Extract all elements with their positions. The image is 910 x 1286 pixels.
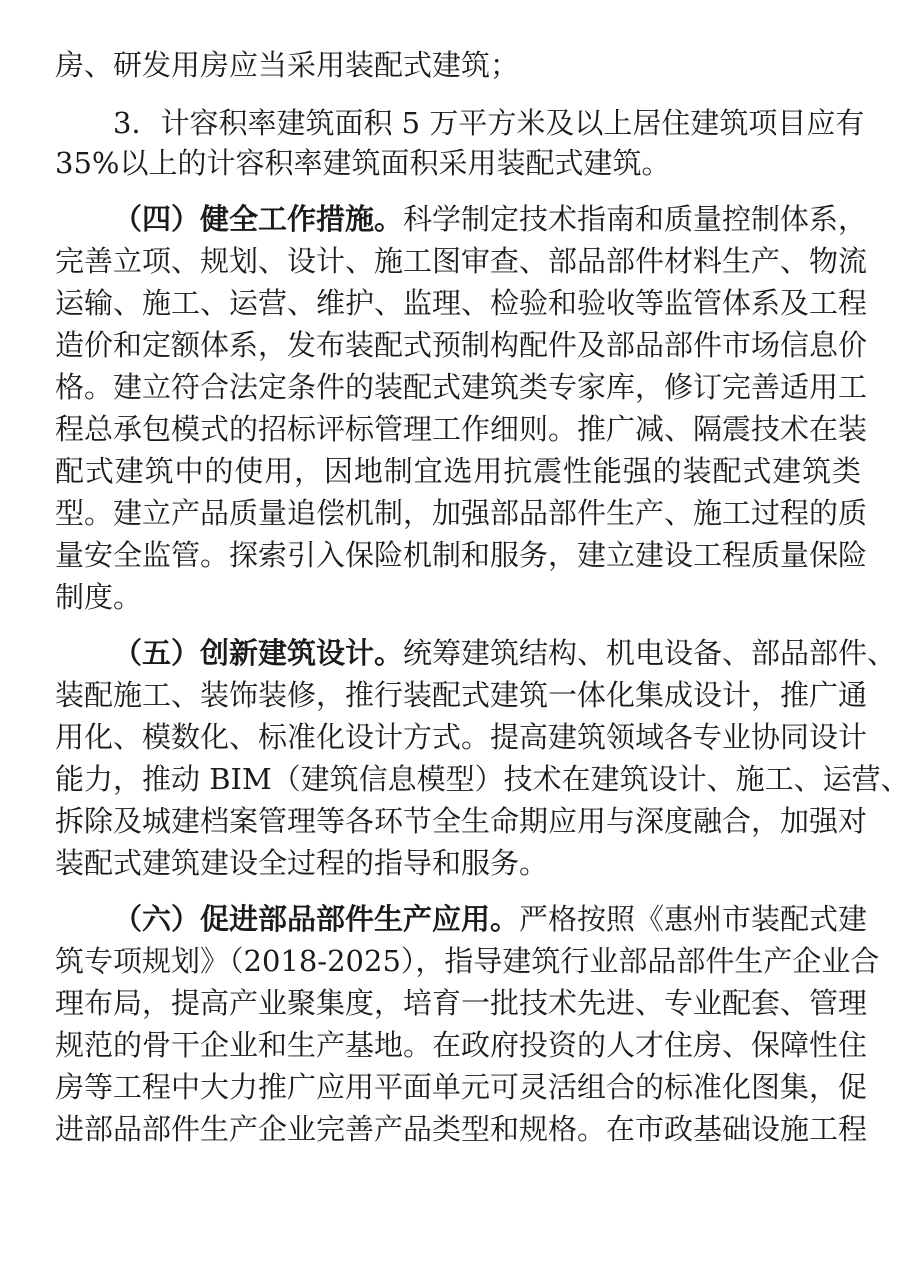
text-line xyxy=(55,45,861,85)
line-text: 进部品部件生产企业完善产品类型和规格。在市政基础设施工程 xyxy=(55,1112,868,1146)
line-text: 统筹建筑结构、机电设备、部品部件、 xyxy=(403,636,897,670)
line-text: 配式建筑中的使用，因地制宜选用抗震性能强的装配式建筑类 xyxy=(55,454,861,488)
text-line xyxy=(55,493,868,533)
text-line xyxy=(55,941,880,981)
line-text: 3．计容积率建筑面积 5 万平方米及以上居住建筑项目应有 xyxy=(113,106,865,140)
text-line xyxy=(55,409,868,449)
line-text: 格。建立符合法定条件的装配式建筑类专家库，修订完善适用工 xyxy=(55,370,868,404)
text-line xyxy=(55,1025,868,1065)
line-text: 规范的骨干企业和生产基地。在政府投资的人才住房、保障性住 xyxy=(55,1028,868,1062)
text-line xyxy=(55,675,868,715)
line-text: 完善立项、规划、设计、施工图审查、部品部件材料生产、物流 xyxy=(55,244,868,278)
text-line xyxy=(55,241,868,281)
line-text: 造价和定额体系，发布装配式预制构配件及部品部件市场信息价 xyxy=(55,328,868,362)
section-heading: （四）健全工作措施。 xyxy=(113,202,404,236)
line-text: 装配式建筑建设全过程的指导和服务。 xyxy=(55,846,549,880)
text-line xyxy=(55,843,861,883)
line-text: 理布局，提高产业聚集度，培育一批技术先进、专业配套、管理 xyxy=(55,986,868,1020)
line-text: 制度。 xyxy=(55,580,143,614)
text-line xyxy=(55,143,861,183)
text-line xyxy=(55,717,868,757)
text-line xyxy=(55,451,861,491)
section-heading: （五）创新建筑设计。 xyxy=(113,636,404,670)
text-line xyxy=(113,899,868,939)
text-line xyxy=(113,633,897,673)
line-text: 量安全监管。探索引入保险机制和服务，建立建设工程质量保险 xyxy=(55,538,868,572)
text-line xyxy=(55,577,861,617)
text-line xyxy=(55,759,910,799)
text-line xyxy=(55,983,868,1023)
text-line xyxy=(55,535,868,575)
line-text: 35%以上的计容积率建筑面积采用装配式建筑。 xyxy=(55,146,671,180)
text-line xyxy=(55,283,868,323)
line-text: 严格按照《惠州市装配式建 xyxy=(519,902,868,936)
line-text: 房、研发用房应当采用装配式建筑； xyxy=(55,48,520,82)
line-text: 运输、施工、运营、维护、监理、检验和验收等监管体系及工程 xyxy=(55,286,868,320)
line-text: 拆除及城建档案管理等各环节全生命期应用与深度融合，加强对 xyxy=(55,804,868,838)
line-text: 科学制定技术指南和质量控制体系， xyxy=(403,202,868,236)
line-text: 房等工程中大力推广应用平面单元可灵活组合的标准化图集，促 xyxy=(55,1070,868,1104)
text-line xyxy=(55,801,868,841)
text-line xyxy=(55,1109,868,1149)
text-line xyxy=(55,325,868,365)
line-text: 型。建立产品质量追偿机制，加强部品部件生产、施工过程的质 xyxy=(55,496,868,530)
line-text: 用化、模数化、标准化设计方式。提高建筑领域各专业协同设计 xyxy=(55,720,868,754)
text-line xyxy=(113,199,868,239)
text-line xyxy=(55,367,868,407)
line-text: 装配施工、装饰装修，推行装配式建筑一体化集成设计，推广通 xyxy=(55,678,868,712)
line-text: 能力，推动 BIM（建筑信息模型）技术在建筑设计、施工、运营、 xyxy=(55,762,910,796)
text-line xyxy=(113,103,865,143)
section-heading: （六）促进部品部件生产应用。 xyxy=(113,902,520,936)
text-line xyxy=(55,1067,868,1107)
line-text: 筑专项规划》（2018-2025），指导建筑行业部品部件生产企业合 xyxy=(55,944,880,978)
line-text: 程总承包模式的招标评标管理工作细则。推广减、隔震技术在装 xyxy=(55,412,868,446)
